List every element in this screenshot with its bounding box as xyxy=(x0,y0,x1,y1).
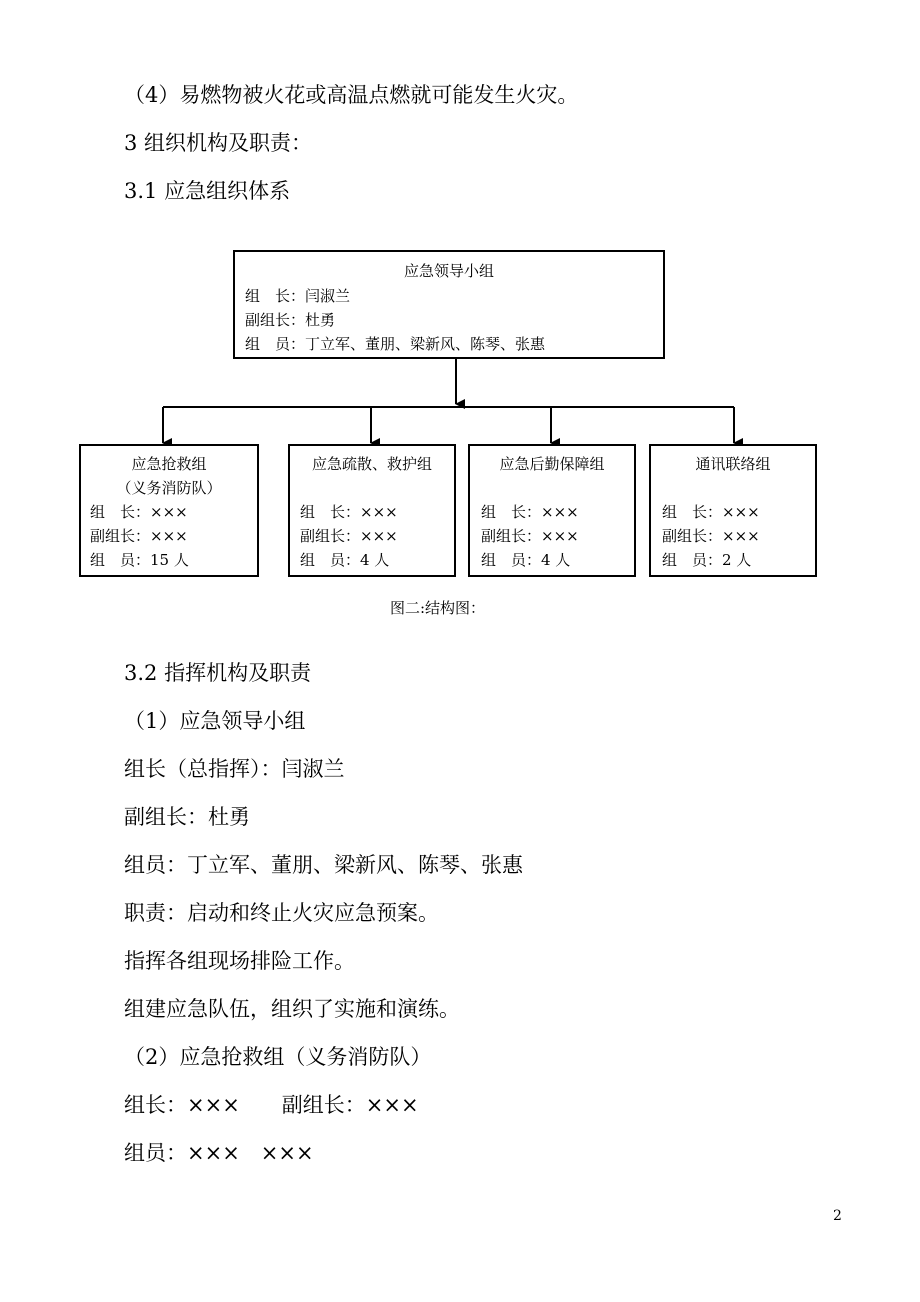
logistics-group-title: 应急后勤保障组 xyxy=(499,455,605,473)
figure-caption: 图二:结构图： xyxy=(390,599,486,617)
leader-group-leader: 组 长：闫淑兰 xyxy=(245,287,351,305)
leader-group-deputy: 副组长：杜勇 xyxy=(245,311,336,329)
evacuation-group-leader: 组 长：××× xyxy=(300,503,398,521)
logistics-group-deputy: 副组长：××× xyxy=(481,527,579,545)
leader-group-box xyxy=(233,250,665,359)
leader-group-members: 组 员：丁立军、董朋、梁新风、陈琴、张惠 xyxy=(245,335,546,353)
communication-group-members: 组 员：2 人 xyxy=(662,551,752,569)
paragraph-rescue-members: 组员：××× ××× xyxy=(124,1141,314,1165)
communication-group-box xyxy=(649,444,817,577)
page-number: 2 xyxy=(833,1208,842,1224)
subheading-leader-group: （1）应急领导小组 xyxy=(124,709,306,733)
evacuation-group-box xyxy=(288,444,456,577)
paragraph-members: 组员：丁立军、董朋、梁新风、陈琴、张惠 xyxy=(124,853,523,877)
paragraph-duty-2: 指挥各组现场排险工作。 xyxy=(124,949,355,973)
rescue-group-box xyxy=(79,444,259,577)
rescue-group-subtitle: （义务消防队） xyxy=(116,479,222,497)
paragraph-commander: 组长（总指挥）：闫淑兰 xyxy=(124,757,345,781)
logistics-group-box xyxy=(468,444,636,577)
communication-group-leader: 组 长：××× xyxy=(662,503,760,521)
paragraph-duty-1: 职责：启动和终止火灾应急预案。 xyxy=(124,901,439,925)
rescue-group-deputy: 副组长：××× xyxy=(90,527,188,545)
leader-group-title: 应急领导小组 xyxy=(403,262,494,280)
subheading-rescue-group: （2）应急抢救组（义务消防队） xyxy=(124,1045,432,1069)
logistics-group-members: 组 员：4 人 xyxy=(481,551,571,569)
evacuation-group-title: 应急疏散、救护组 xyxy=(311,455,432,473)
evacuation-group-deputy: 副组长：××× xyxy=(300,527,398,545)
communication-group-title: 通讯联络组 xyxy=(695,455,771,473)
section-heading-3-2: 3.2 指挥机构及职责 xyxy=(124,661,312,685)
logistics-group-leader: 组 长：××× xyxy=(481,503,579,521)
communication-group-deputy: 副组长：××× xyxy=(662,527,760,545)
rescue-group-leader: 组 长：××× xyxy=(90,503,188,521)
paragraph-fire-cause: （4）易燃物被火花或高温点燃就可能发生火灾。 xyxy=(124,83,579,107)
rescue-group-members: 组 员：15 人 xyxy=(90,551,189,569)
evacuation-group-members: 组 员：4 人 xyxy=(300,551,390,569)
paragraph-deputy: 副组长：杜勇 xyxy=(124,805,250,829)
paragraph-rescue-leaders: 组长：××× 副组长：××× xyxy=(124,1093,419,1117)
paragraph-duty-3: 组建应急队伍，组织了实施和演练。 xyxy=(124,997,460,1021)
rescue-group-title: 应急抢救组 xyxy=(131,455,207,473)
section-heading-3-1: 3.1 应急组织体系 xyxy=(124,179,291,203)
section-heading-3: 3 组织机构及职责： xyxy=(124,131,313,155)
